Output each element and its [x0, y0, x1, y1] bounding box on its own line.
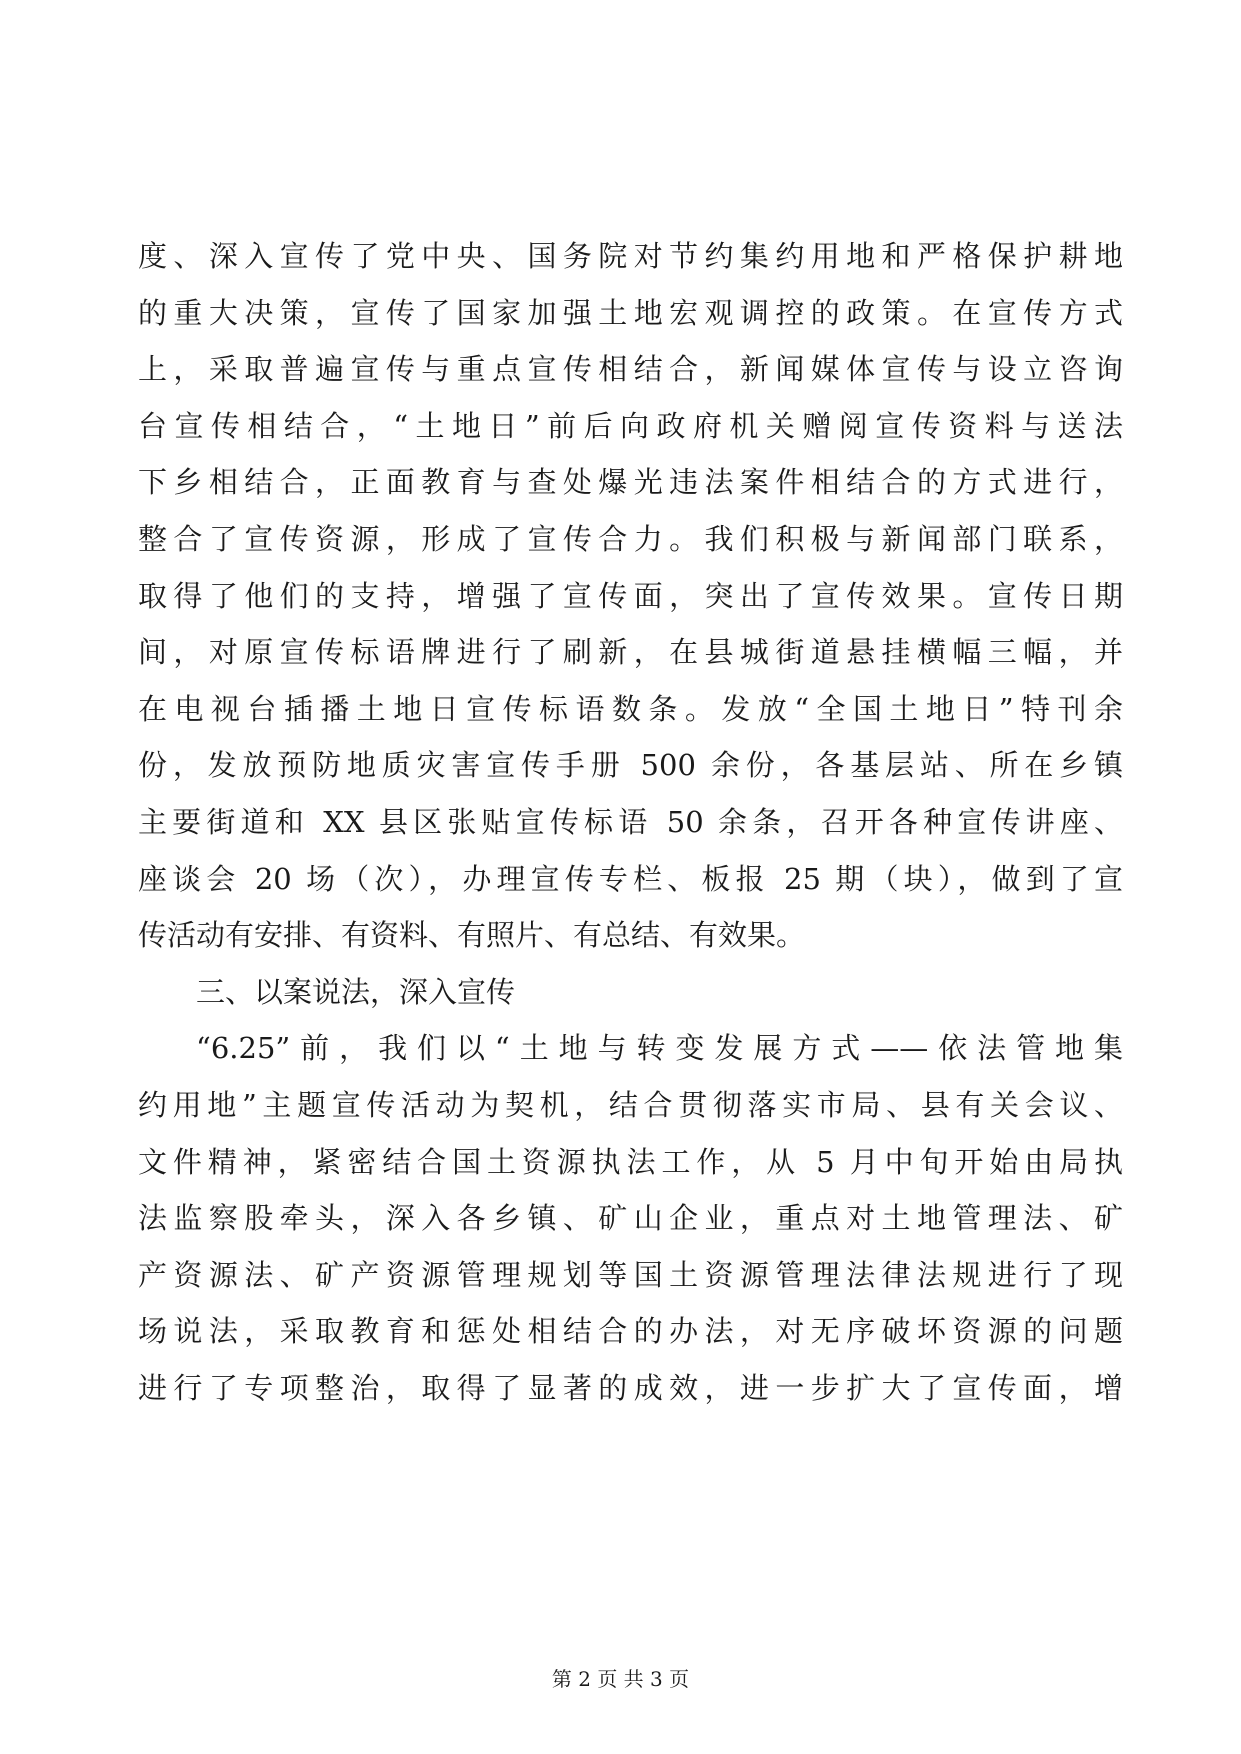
- text-line: 取得了他们的支持，增强了宣传面，突出了宣传效果。宣传日期: [138, 578, 1123, 613]
- paragraph-end-line: 传活动有安排、有资料、有照片、有总结、有效果。: [138, 918, 806, 953]
- text-line: 上，采取普遍宣传与重点宣传相结合，新闻媒体宣传与设立咨询: [138, 352, 1123, 387]
- document-body: [138, 228, 1123, 1416]
- text-line: 约用地”主题宣传活动为契机，结合贯彻落实市局、县有关会议、: [138, 1087, 1123, 1122]
- text-line: 度、深入宣传了党中央、国务院对节约集约用地和严格保护耕地: [138, 239, 1123, 273]
- text-line: 份，发放预防地质灾害宣传手册 500 余份，各基层站、所在乡镇: [138, 748, 1123, 783]
- text-line: 座谈会 20 场（次），办理宣传专栏、板报 25 期（块），做到了宣: [138, 861, 1123, 896]
- text-line: 法监察股牵头，深入各乡镇、矿山企业，重点对土地管理法、矿: [138, 1201, 1123, 1236]
- section-heading: 三、以案说法，深入宣传: [196, 974, 516, 1009]
- text-line: 间，对原宣传标语牌进行了刷新，在县城街道悬挂横幅三幅，并: [138, 635, 1123, 670]
- text-line: 进行了专项整治，取得了显著的成效，进一步扩大了宣传面，增: [138, 1370, 1123, 1405]
- text-line: 在电视台插播土地日宣传标语数条。发放“全国土地日”特刊余: [138, 691, 1123, 726]
- page-footer: [0, 1666, 1241, 1692]
- text-line: 产资源法、矿产资源管理规划等国土资源管理法律法规进行了现: [138, 1257, 1123, 1292]
- text-line: 的重大决策，宣传了国家加强土地宏观调控的政策。在宣传方式: [138, 295, 1123, 330]
- text-line: 文件精神，紧密结合国土资源执法工作，从 5 月中旬开始由局执: [138, 1144, 1123, 1179]
- paragraph-start-line: “6.25”前，我们以“土地与转变发展方式——依法管地集: [196, 1031, 1123, 1066]
- text-line: 下乡相结合，正面教育与查处爆光违法案件相结合的方式进行，: [138, 465, 1123, 500]
- text-line: 场说法，采取教育和惩处相结合的办法，对无序破坏资源的问题: [138, 1314, 1123, 1349]
- page-number-label: 第 2 页 共 3 页: [551, 1667, 690, 1691]
- text-line: 台宣传相结合，“土地日”前后向政府机关赠阅宣传资料与送法: [138, 408, 1123, 443]
- text-line: 整合了宣传资源，形成了宣传合力。我们积极与新闻部门联系，: [138, 521, 1123, 556]
- text-line: 主要街道和 XX 县区张贴宣传标语 50 余条，召开各种宣传讲座、: [138, 804, 1123, 839]
